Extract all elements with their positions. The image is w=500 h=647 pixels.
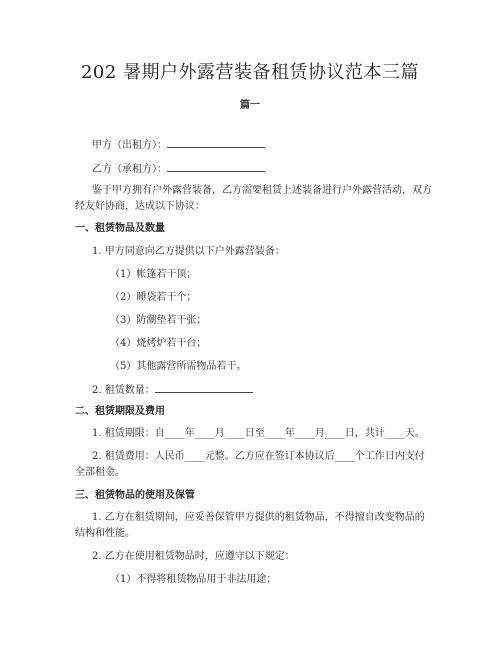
section-3-heading: 三、租赁物品的使用及保管	[75, 490, 195, 501]
section-2-heading: 二、租赁期限及费用	[75, 406, 165, 417]
intro-line-1: 鉴于甲方拥有户外露营装备，乙方需要租赁上述装备进行户外露营活动，双方	[92, 185, 432, 196]
section-1-sub-3: （3）防潮垫若干张；	[110, 315, 207, 326]
section-3-item-1-line-1: 1. 乙方在租赁期间，应妥善保管甲方提供的租赁物品，不得擅自改变物品的	[92, 512, 425, 523]
section-3-item-1-line-2: 结构和性能。	[75, 528, 135, 539]
rental-quantity-blank	[155, 382, 253, 393]
lessor-blank	[167, 137, 265, 148]
lessee-blank	[167, 161, 265, 172]
intro-line-2: 经友好协商，达成以下协议：	[75, 201, 205, 212]
rental-quantity-label: 2. 租赁数量：	[92, 385, 155, 396]
section-1-sub-5: （5）其他露营所需物品若干。	[110, 361, 247, 372]
document-title: 202 暑期户外露营装备租赁协议范本三篇	[80, 62, 420, 83]
section-1-sub-2: （2）睡袋若干个；	[110, 292, 197, 303]
section-3-item-2: 2. 乙方在使用租赁物品时，应遵守以下规定：	[92, 551, 295, 562]
lessor-line	[92, 137, 265, 153]
rental-period-line: 1. 租赁期限：自____年____月____日至____年____月____日，共计____天。	[92, 428, 425, 439]
rental-fee-line-2: 全部租金。	[75, 467, 125, 478]
section-1-heading: 一、租赁物品及数量	[75, 223, 165, 234]
rental-fee-line-1: 2. 租赁费用：人民币____元整。乙方应在签订本协议后____个工作日内支付	[92, 451, 425, 462]
lessor-label: 甲方（出租方）：	[92, 140, 167, 151]
section-1-sub-1: （1）帐篷若干顶；	[110, 269, 197, 280]
lessee-line	[92, 161, 265, 177]
lessee-label: 乙方（承租方）：	[92, 164, 167, 175]
document-subtitle: 篇一	[240, 100, 260, 111]
section-1-item-2	[92, 382, 253, 398]
section-1-sub-4: （4）烧烤炉若干台；	[110, 338, 207, 349]
section-3-sub-1: （1）不得将租赁物品用于非法用途；	[110, 574, 277, 585]
section-1-item-1: 1. 甲方同意向乙方提供以下户外露营装备：	[92, 246, 285, 257]
